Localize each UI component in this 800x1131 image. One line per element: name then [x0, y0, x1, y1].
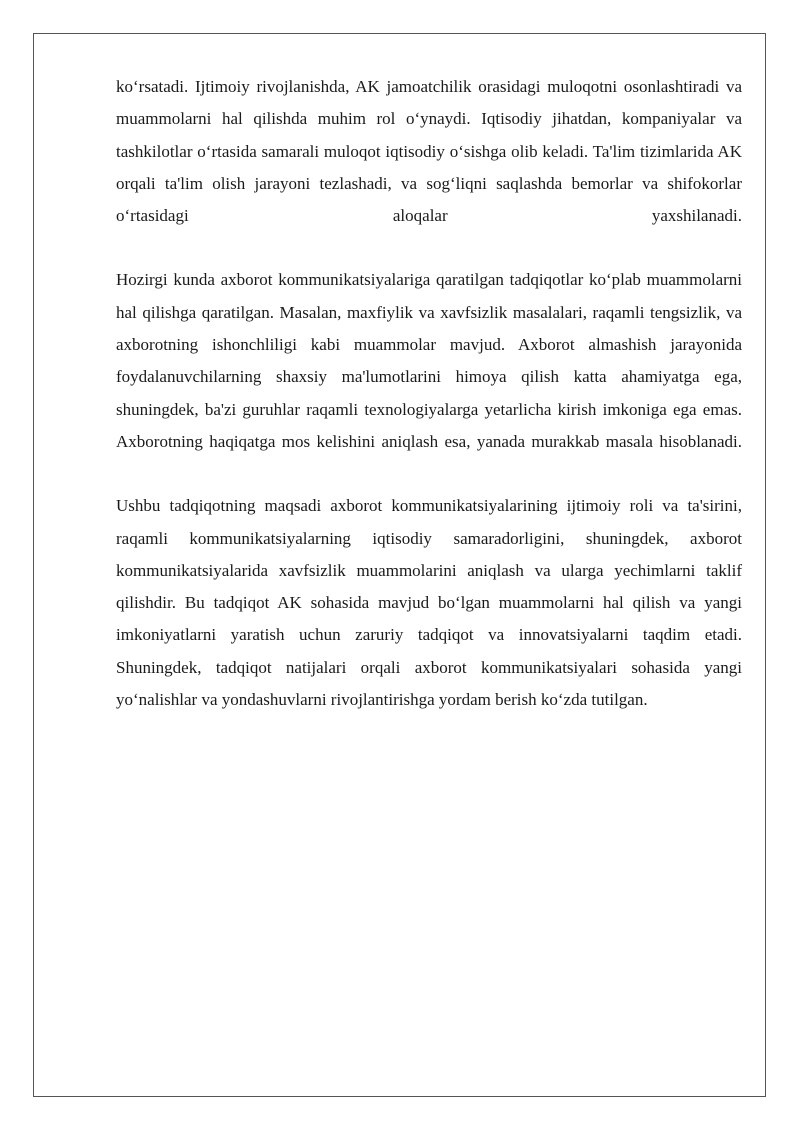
paragraph-2: Hozirgi kunda axborot kommunikatsiyalariga qaratilgan tadqiqotlar ko‘plab muammolarni hal qilishga qaratilgan. Masalan, maxfiylik va xavfsizlik masalalari, raqamli tengsizlik, va axborotning ishonchliligi kabi muammolar mavjud. Axborot almashish jarayonida foydalanuvchilarning shaxsiy ma'lumotlarini himoya qilish katta ahamiyatga ega, shuningdek, ba'zi guruhlar raqamli texnologiyalarga yetarlicha kirish imkoniga ega emas. Axborotning haqiqatga mos kelishini aniqlash esa, yanada murakkab masala hisoblanadi.: [116, 270, 742, 451]
document-body: [116, 71, 742, 748]
paragraph-1: ko‘rsatadi. Ijtimoiy rivojlanishda, AK jamoatchilik orasidagi muloqotni osonlashtiradi va muammolarni hal qilishda muhim rol o‘ynaydi. Iqtisodiy jihatdan, kompaniyalar va tashkilotlar o‘rtasida samarali muloqot iqtisodiy o‘sishga olib keladi. Ta'lim tizimlarida AK orqali ta'lim olish jarayoni tezlashadi, va sog‘liqni saqlashda bemorlar va shifokorlar o‘rtasidagi aloqalar yaxshilanadi.: [116, 77, 742, 226]
paragraph-3: Ushbu tadqiqotning maqsadi axborot kommunikatsiyalarining ijtimoiy roli va ta'sirini, raqamli kommunikatsiyalarning iqtisodiy samaradorligini, shuningdek, axborot kommunikatsiyalarida xavfsizlik muammolarini aniqlash va ularga yechimlarni taklif qilishdir. Bu tadqiqot AK sohasida mavjud bo‘lgan muammolarni hal qilish va yangi imkoniyatlarni yaratish uchun zaruriy tadqiqot va innovatsiyalarni taqdim etadi. Shuningdek, tadqiqot natijalari orqali axborot kommunikatsiyalari sohasida yangi yo‘nalishlar va yondashuvlarni rivojlantirishga yordam berish ko‘zda tutilgan.: [116, 496, 742, 710]
